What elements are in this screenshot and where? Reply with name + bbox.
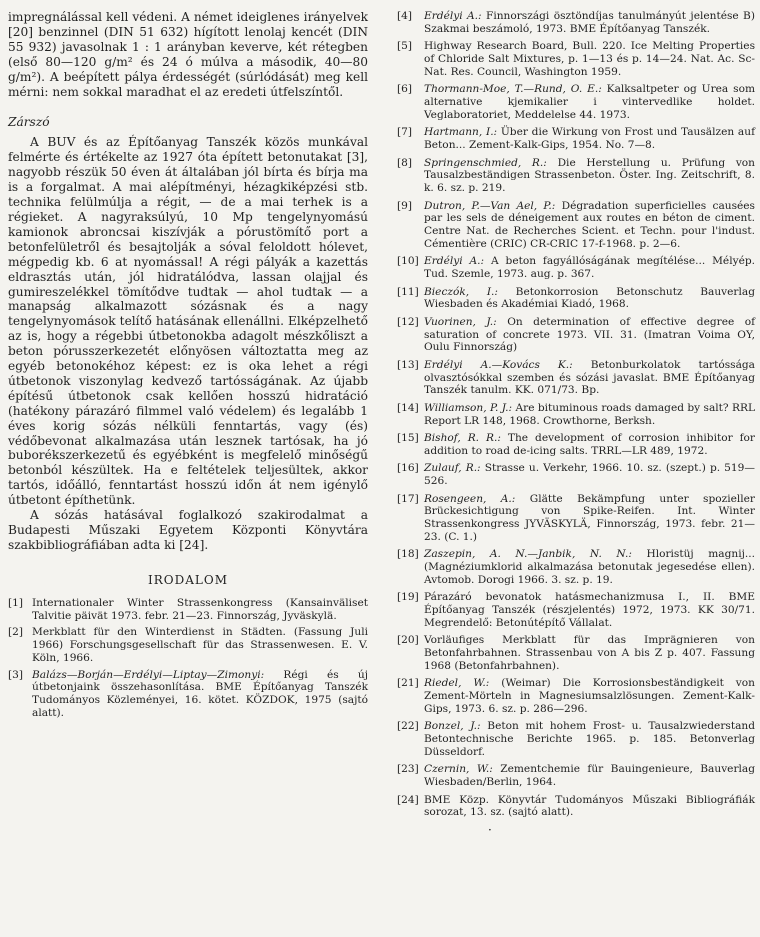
reference-item	[397, 462, 755, 487]
reference-body: Kalksaltpeter og Urea som alternative kjemikalier i vintervedlike holdet. Veglaboratoriet, Meddelelse 44. 1973.	[424, 83, 755, 121]
reference-author: Hartmann, I.:	[424, 126, 498, 139]
reference-number: [12]	[397, 315, 419, 328]
reference-number: [21]	[397, 677, 419, 690]
reference-author: Dutron, P.—Van Ael, P.:	[424, 199, 556, 212]
reference-text	[424, 432, 755, 457]
reference-body: Highway Research Board, Bull. 220. Ice Melting Properties of Chloride Salt Mixtures, p. 1—13 és p. 14—24. Nat. Ac. Sc-Nat. Res. Council, Washington 1959.	[424, 40, 755, 78]
reference-number: [1]	[8, 596, 24, 609]
reference-text	[424, 126, 755, 151]
reference-author: Erdélyi A.—Kovács K.:	[424, 358, 573, 371]
reference-number: [18]	[397, 548, 419, 561]
reference-item	[397, 432, 755, 457]
reference-author: Erdélyi A.:	[424, 255, 485, 268]
reference-body: BME Közp. Könyvtár Tudományos Műszaki Bibliográfiák sorozat, 13. sz. (sajtó alatt).	[424, 793, 755, 819]
reference-item	[397, 286, 755, 311]
reference-text	[424, 200, 755, 251]
reference-item	[8, 669, 368, 720]
reference-text	[424, 493, 755, 544]
left-column	[8, 10, 368, 723]
reference-body: On determination of effective degree of saturation of concrete 1973. VII. 31. (Imatran Voima OY, Oulu Finnország)	[424, 315, 755, 354]
reference-body: (Weimar) Die Korrosionsbeständigkeit von Zement-Mörteln in Magnesiumsalzlösungen. Zement-Kalk-Gips, 1973. 6. sz. p. 286—296.	[424, 677, 755, 715]
reference-text	[424, 634, 755, 672]
reference-item	[397, 200, 755, 251]
reference-item	[397, 255, 755, 280]
reference-text	[424, 402, 755, 427]
reference-body: Strasse u. Verkehr, 1966. 10. sz. (szept.) p. 519—526.	[424, 462, 756, 488]
reference-author: Rosengeen, A.:	[424, 492, 516, 505]
reference-number: [3]	[8, 668, 24, 681]
reference-number: [14]	[397, 401, 419, 414]
conclusion-paragraph-1: A BUV és az Építőanyag Tanszék közös munkával felmérte és értékelte az 1927 óta épített betonutakat [3], nagyobb részük 50 éven át általában jól bírta és bírja ma is a forgalmat. A mai alépítményi, hézagkiképzési stb. technika felülmúlja a régit, — de a mai terhek is a régieket. A nagyraksúlyú, 10 Mp tengelynyomású kamionok abroncsai kiszívják a pórustömítő port a betonfelületről és besajtolják a sóval feloldott hólevet, mégpedig kb. 6 at nyomással! A régi pályák a kazettás eldrasztás után, jól hidratálódva, lassan olajjal és gumireszelékkel tömítődve tudtak — ahol tudtak — a manapság alkalmazott sózásnak és a nagy tengelynyomások telítő hatásának ellenállni. Elképzelhető az is, hogy a régebbi útbetonokba adagolt mészkőliszt a beton pórusszerkezetét előnyösen változtatta meg az egyéb betonokéhoz képest: ez is oka lehet a régi útbetonok viszonylag kedvező tartósságának. Az újabb építésű útbetonok csak kellően hosszú hidratáció (hatékony párazáró filmmel való védelem) és legalább 1 éves korig sózás nélküli fenntartás, vagy (és) védőbevonat alkalmazása után lesznek tartósak, ha jó buborékszerkezetű és egyébként is megfelelő minőségű betonból készültek. Ha e feltételek teljesültek, akkor tartós, időálló, fenntartást hosszú időn át nem igénylő útbetont építhetünk.	[8, 135, 368, 508]
reference-item	[397, 402, 755, 427]
reference-text	[424, 286, 755, 311]
section-title: Zárszó	[8, 115, 50, 130]
right-column	[397, 10, 755, 824]
reference-item	[397, 83, 755, 121]
reference-text	[424, 677, 755, 715]
reference-number: [13]	[397, 358, 419, 371]
reference-number: [7]	[397, 126, 413, 139]
reference-author: Bishof, R. R.:	[424, 432, 501, 445]
page-dot: ·	[488, 823, 492, 837]
reference-item	[397, 316, 755, 354]
reference-number: [22]	[397, 720, 419, 733]
reference-author: Zaszepin, A. N.—Janbik, N. N.:	[424, 548, 632, 561]
reference-number: [9]	[397, 199, 413, 212]
reference-number: [2]	[8, 626, 24, 639]
reference-number: [17]	[397, 492, 419, 505]
references-heading: IRODALOM	[148, 572, 228, 587]
reference-item	[397, 10, 755, 35]
reference-body: Zementchemie für Bauingenieure, Bauverlag Wiesbaden/Berlin, 1964.	[424, 763, 756, 789]
reference-text	[424, 316, 755, 354]
reference-item	[397, 720, 755, 758]
conclusion-paragraph-2: A sózás hatásával foglalkozó szakirodalmat a Budapesti Műszaki Egyetem Központi Könyvtára szakbibliográfiában adta ki [24].	[8, 508, 368, 552]
reference-text	[424, 548, 755, 586]
reference-author: Zulauf, R.:	[424, 462, 481, 475]
reference-item	[397, 493, 755, 544]
reference-author: Vuorinen, J.:	[424, 315, 497, 328]
reference-text	[424, 83, 755, 121]
reference-body: Betonburkolatok tartóssága olvasztósókkal szemben és sózási javaslat. BME Építőanyag Tanszék tanulm. KK. 071/73. Bp.	[424, 358, 755, 397]
reference-body: Beton mit hohem Frost- u. Tausalzwiederstand Betontechnische Berichte 1965. p. 185. Betonverlag Düsseldorf.	[424, 720, 755, 758]
reference-text	[32, 669, 368, 720]
reference-number: [16]	[397, 462, 419, 475]
reference-author: Balázs—Borján—Erdélyi—Liptay—Zimonyi:	[32, 668, 265, 681]
reference-item	[397, 591, 755, 629]
reference-text	[424, 157, 755, 195]
reference-body: Régi és új útbetonjaink összehasonlítása. BME Építőanyag Tanszék Tudományos Közleményei, 16. kötet. KÖZDOK, 1975 (sajtó alatt).	[32, 668, 368, 719]
reference-text	[32, 626, 368, 664]
reference-number: [6]	[397, 83, 413, 96]
reference-item	[8, 626, 368, 664]
reference-text	[424, 462, 755, 487]
reference-body: Betonkorrosion Betonschutz Bauverlag Wiesbaden és Akadémiai Kiadó, 1968.	[424, 285, 755, 311]
reference-number: [20]	[397, 634, 419, 647]
reference-item	[397, 40, 755, 78]
reference-item	[397, 157, 755, 195]
reference-text	[32, 597, 368, 622]
reference-body: Finnországi ösztöndíjas tanulmányút jelentése B) Szakmai beszámoló, 1973. BME Építőanyag Tanszék.	[424, 10, 755, 35]
reference-item	[397, 794, 755, 819]
reference-text	[424, 794, 755, 819]
reference-list-left	[8, 597, 368, 720]
reference-number: [19]	[397, 591, 419, 604]
reference-text	[424, 763, 755, 788]
reference-body: Vorläufiges Merkblatt für das Imprägnieren von Betonfahrbahnen. Strassenbau von A bis Z p. 407. Fassung 1968 (Betonfahrbahnen).	[424, 634, 755, 672]
reference-list-right	[397, 10, 755, 819]
reference-body: Hloristüj magnij... (Magnéziumklorid alkalmazása betonutak jegesedése ellen). Avtomob. Dorogi 1966. 3. sz. p. 19.	[424, 548, 755, 586]
reference-body: Párazáró bevonatok hatásmechanizmusa I., II. BME Építőanyag Tanszék (részjelentés) 1972, 1973. KK 30/71. Megrendelő: Betonútépítő Vállalat.	[424, 591, 755, 629]
reference-author: Springenschmied, R.:	[424, 156, 547, 169]
reference-body: Merkblatt für den Winterdienst in Städten. (Fassung Juli 1966) Forschungsgesellschaft für das Strassenwesen. E. V. Köln, 1966.	[32, 626, 368, 664]
reference-body: Dégradation superficielles causées par les sels de déneigement aux routes en béton de ciment. Centre Nat. de Recherches Scient. et Techn. pour l'indust. Cémentière (CRIC) CR-CRIC 17-f-1968. p. 2—6.	[424, 199, 755, 250]
reference-number: [5]	[397, 40, 413, 53]
reference-item	[397, 548, 755, 586]
reference-item	[397, 634, 755, 672]
reference-number: [8]	[397, 156, 413, 169]
reference-author: Riedel, W.:	[424, 677, 490, 690]
reference-text	[424, 359, 755, 397]
reference-body: Internationaler Winter Strassenkongress (Kansainväliset Talvitie päivät 1973. febr. 21—23. Finnország, Jyväskylä.	[32, 596, 368, 622]
reference-number: [11]	[397, 285, 419, 298]
reference-item	[397, 126, 755, 151]
reference-text	[424, 591, 755, 629]
reference-author: Williamson, P. J.:	[424, 401, 513, 414]
reference-number: [4]	[397, 10, 413, 22]
reference-body: Die Herstellung u. Prüfung von Tausalzbeständigen Strassenbeton. Öster. Ing. Zeitschrift, 8. k. 6. sz. p. 219.	[424, 156, 756, 194]
reference-body: Glätte Bekämpfung unter spozieller Brückesichtigung von Spike-Reifen. Int. Winter Strassenkongress JYVÄSKYLÄ, Finnország, 1973. febr. 21—23. (C. 1.)	[424, 492, 755, 543]
reference-author: Thormann-Moe, T.—Rund, O. E.:	[424, 83, 602, 96]
reference-text	[424, 10, 755, 35]
reference-author: Bieczók, I.:	[424, 285, 498, 298]
reference-number: [24]	[397, 793, 419, 806]
reference-number: [23]	[397, 763, 419, 776]
reference-author: Bonzel, J.:	[424, 720, 481, 733]
reference-number: [10]	[397, 255, 419, 268]
reference-item	[397, 763, 755, 788]
reference-body: The development of corrosion inhibitor for addition to road de-icing salts. TRRL—LR 489, 1972.	[424, 432, 755, 457]
reference-body: Are bituminous roads damaged by salt? RRL Report LR 148, 1968. Crowthorne, Berksh.	[424, 401, 755, 427]
reference-text	[424, 40, 755, 78]
reference-author: Czernin, W.:	[424, 763, 493, 776]
reference-item	[397, 677, 755, 715]
reference-item	[397, 359, 755, 397]
reference-body: A beton fagyállóságának megítélése... Mélyép. Tud. Szemle, 1973. aug. p. 367.	[424, 255, 755, 280]
reference-number: [15]	[397, 432, 419, 445]
reference-body: Über die Wirkung von Frost und Tausälzen auf Beton... Zement-Kalk-Gips, 1954. No. 7—8.	[424, 126, 755, 151]
reference-text	[424, 720, 755, 758]
intro-paragraph: impregnálással kell védeni. A német ideiglenes irányelvek [20] benzinnel (DIN 51 632) hígított lenolaj kencét (DIN 55 932) javasolnak 1 : 1 arányban keverve, két rétegben (első 80—120 g/m² és 24 ó múlva a második, 40—80 g/m²). A beépített pálya érdességét (súrlódását) meg kell mérni: nem sokkal maradhat el az eredeti útfelszíntől.	[8, 10, 368, 99]
reference-item	[8, 597, 368, 622]
reference-text	[424, 255, 755, 280]
reference-author: Erdélyi A.:	[424, 10, 482, 22]
